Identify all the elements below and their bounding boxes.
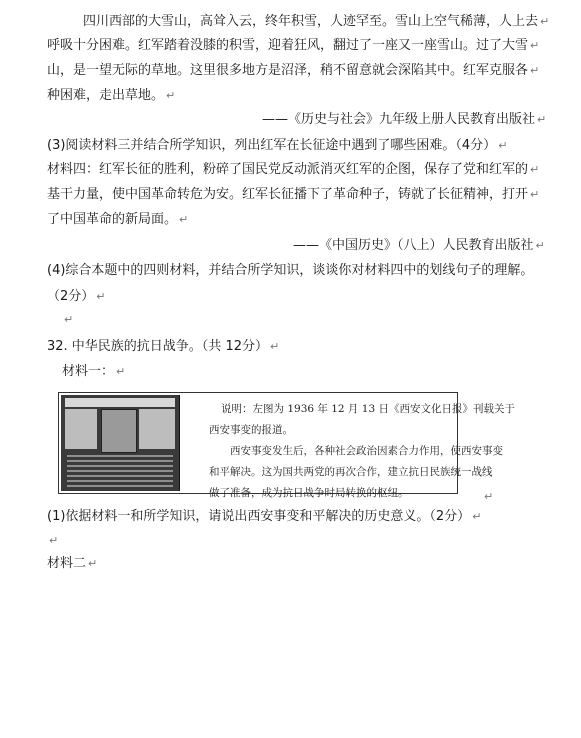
question-4-line: （2分） ↵ [47, 289, 106, 304]
material-4-line: 基干力量，使中国革命转危为安。红军长征播下了革命种子，铸就了长征精神，打开 ↵ [47, 187, 540, 202]
section-32-title: 32. 中华民族的抗日战争。（共 12分） ↵ [47, 339, 280, 354]
portrait-photo [101, 409, 137, 453]
caption-line: 说明：左图为 1936 年 12 月 13 日《西安文化日报》刊载关于 [221, 403, 515, 415]
material-3-source: ——《历史与社会》九年级上册人民教育出版社 ↵ [262, 112, 547, 127]
caption-line: 做了准备，成为抗日战争时局转换的枢纽。 [209, 487, 409, 499]
caption-line: 西安事变的报道。 [209, 424, 293, 436]
material-4-source: ——《中国历史》（八上）人民教育出版社 ↵ [293, 238, 545, 253]
paragraph-mark: ↵ [49, 534, 59, 547]
material-3-line: 四川西部的大雪山，高耸入云，终年积雪，人迹罕至。雪山上空气稀薄，人上去 ↵ [57, 14, 550, 29]
material-3-line: 山，是一望无际的草地。这里很多地方是沼泽，稍不留意就会深陷其中。红军克服各 ↵ [47, 63, 540, 78]
material-2-label: 材料二 ↵ [47, 556, 98, 571]
paragraph-mark: ↵ [64, 313, 74, 326]
material-3-line: 呼吸十分困难。红军踏着没膝的积雪，迎着狂风，翻过了一座又一座雪山。过了大雪 ↵ [47, 38, 540, 53]
figure-caption [191, 399, 515, 504]
caption-line: 和平解决。这为国共两党的再次合作，建立抗日民族统一战线 [209, 466, 493, 478]
material-4-line: 了中国革命的新局面。 ↵ [47, 212, 189, 227]
xian-incident-figure [58, 392, 515, 499]
question-4-line: (4)综合本题中的四则材料，并结合所学知识，谈谈你对材料四中的划线句子的理解。 [47, 263, 534, 278]
material-1-label: 材料一： ↵ [62, 364, 126, 379]
paragraph-mark: ↵ [484, 490, 494, 503]
newspaper-image [61, 395, 180, 491]
caption-line: 西安事变发生后，各种社会政治因素合力作用，使西安事变 [209, 445, 503, 457]
material-4-line: 材料四：红军长征的胜利，粉碎了国民党反动派消灭红军的企图，保存了党和红军的 ↵ [47, 162, 540, 177]
question-32-1: (1)依据材料一和所学知识，请说出西安事变和平解决的历史意义。（2分） ↵ [47, 509, 482, 524]
material-3-line: 种困难，走出草地。 ↵ [47, 88, 176, 103]
question-3: (3)阅读材料三并结合所学知识，列出红军在长征途中遇到了哪些困难。（4分） ↵ [47, 138, 508, 153]
